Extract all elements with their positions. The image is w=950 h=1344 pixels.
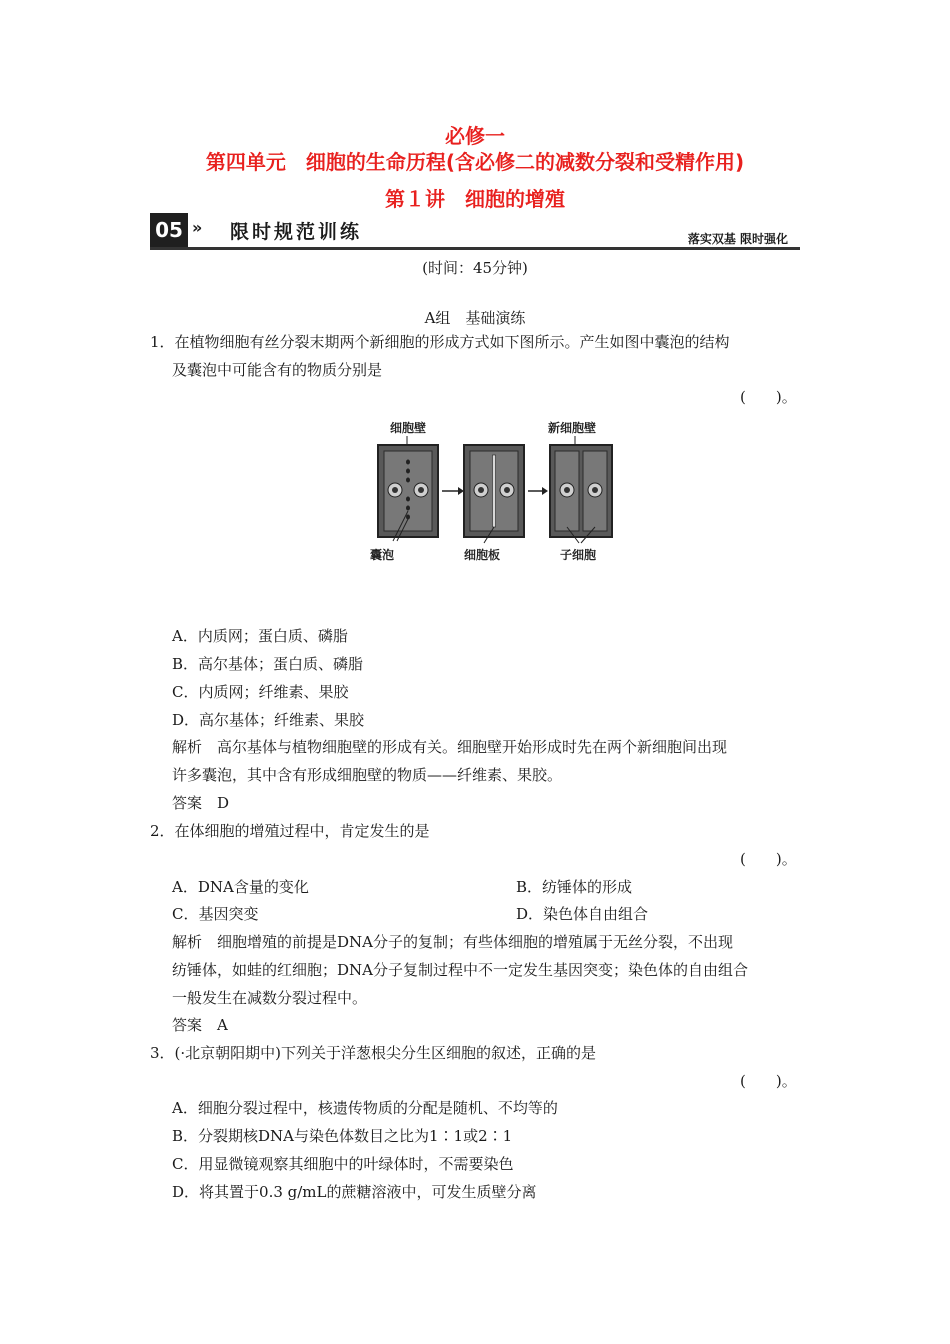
q2-answer-blank: ( )。 xyxy=(740,850,797,868)
q2-analysis-line3: 一般发生在减数分裂过程中。 xyxy=(172,989,368,1007)
q2-option-a: A．DNA含量的变化 xyxy=(172,878,309,896)
q1-analysis-line2: 许多囊泡，其中含有形成细胞壁的物质——纤维素、果胶。 xyxy=(172,766,563,784)
q2-stem: 2．在体细胞的增殖过程中，肯定发生的是 xyxy=(150,822,430,840)
label-new-cell-wall: 新细胞壁 xyxy=(548,421,597,435)
q1-stem-line2: 及囊泡中可能含有的物质分别是 xyxy=(172,361,383,379)
unit-title: 第四单元 细胞的生命历程(含必修二的减数分裂和受精作用) xyxy=(205,150,745,174)
q2-option-b: B．纺锤体的形成 xyxy=(516,878,633,896)
q1-stem-line1: 1．在植物细胞有丝分裂末期两个新细胞的形成方式如下图所示。产生如图中囊泡的结构 xyxy=(150,333,730,351)
section-banner xyxy=(150,208,800,248)
double-arrow-icon: » xyxy=(192,218,203,237)
q1-option-c: C．内质网；纤维素、果胶 xyxy=(172,683,349,701)
q1-option-a: A．内质网；蛋白质、磷脂 xyxy=(172,627,348,645)
label-cell-wall: 细胞壁 xyxy=(390,421,427,435)
section-name: 限时规范训练 xyxy=(230,221,363,243)
q3-option-b: B．分裂期核DNA与染色体数目之比为1∶1或2∶1 xyxy=(172,1127,513,1145)
parent-cell-with-vesicles xyxy=(378,445,438,537)
section-badge: 05 xyxy=(150,213,188,247)
group-title: A组 基础演练 xyxy=(424,309,526,327)
q1-option-d: D．高尔基体；纤维素、果胶 xyxy=(172,711,365,729)
module-title: 必修一 xyxy=(445,124,505,148)
label-cell-plate: 细胞板 xyxy=(464,548,501,562)
q1-option-b: B．高尔基体；蛋白质、磷脂 xyxy=(172,655,364,673)
q2-option-d: D．染色体自由组合 xyxy=(516,905,649,923)
section-slogan: 落实双基 限时强化 xyxy=(687,232,788,246)
label-daughter-cell: 子细胞 xyxy=(560,548,597,562)
banner-divider xyxy=(150,247,800,250)
q1-answer-blank: ( )。 xyxy=(740,388,797,406)
q2-analysis-line1: 解析 细胞增殖的前提是DNA分子的复制；有些体细胞的增殖属于无丝分裂，不出现 xyxy=(172,933,733,951)
q1-answer: 答案 D xyxy=(172,794,230,812)
q1-analysis-line1: 解析 高尔基体与植物细胞壁的形成有关。细胞壁开始形成时先在两个新细胞间出现 xyxy=(172,738,728,756)
daughter-cells xyxy=(550,445,612,537)
q2-option-c: C．基因突变 xyxy=(172,905,259,923)
cell-with-cell-plate xyxy=(464,445,524,537)
q3-option-d: D．将其置于0.3 g/mL的蔗糖溶液中，可发生质壁分离 xyxy=(172,1183,537,1201)
q3-answer-blank: ( )。 xyxy=(740,1072,797,1090)
cell-division-figure xyxy=(370,415,630,570)
q2-analysis-line2: 纺锤体，如蛙的红细胞；DNA分子复制过程中不一定发生基因突变；染色体的自由组合 xyxy=(172,961,748,979)
label-vesicle: 囊泡 xyxy=(370,548,395,562)
q3-option-a: A．细胞分裂过程中，核遗传物质的分配是随机、不均等的 xyxy=(172,1099,558,1117)
q3-stem: 3．(·北京朝阳期中)下列关于洋葱根尖分生区细胞的叙述，正确的是 xyxy=(150,1044,597,1062)
q2-answer: 答案 A xyxy=(172,1016,228,1034)
time-note: (时间：45分钟) xyxy=(422,259,528,277)
lesson-title: 第１讲 细胞的增殖 xyxy=(385,187,565,211)
q3-option-c: C．用显微镜观察其细胞中的叶绿体时，不需要染色 xyxy=(172,1155,514,1173)
